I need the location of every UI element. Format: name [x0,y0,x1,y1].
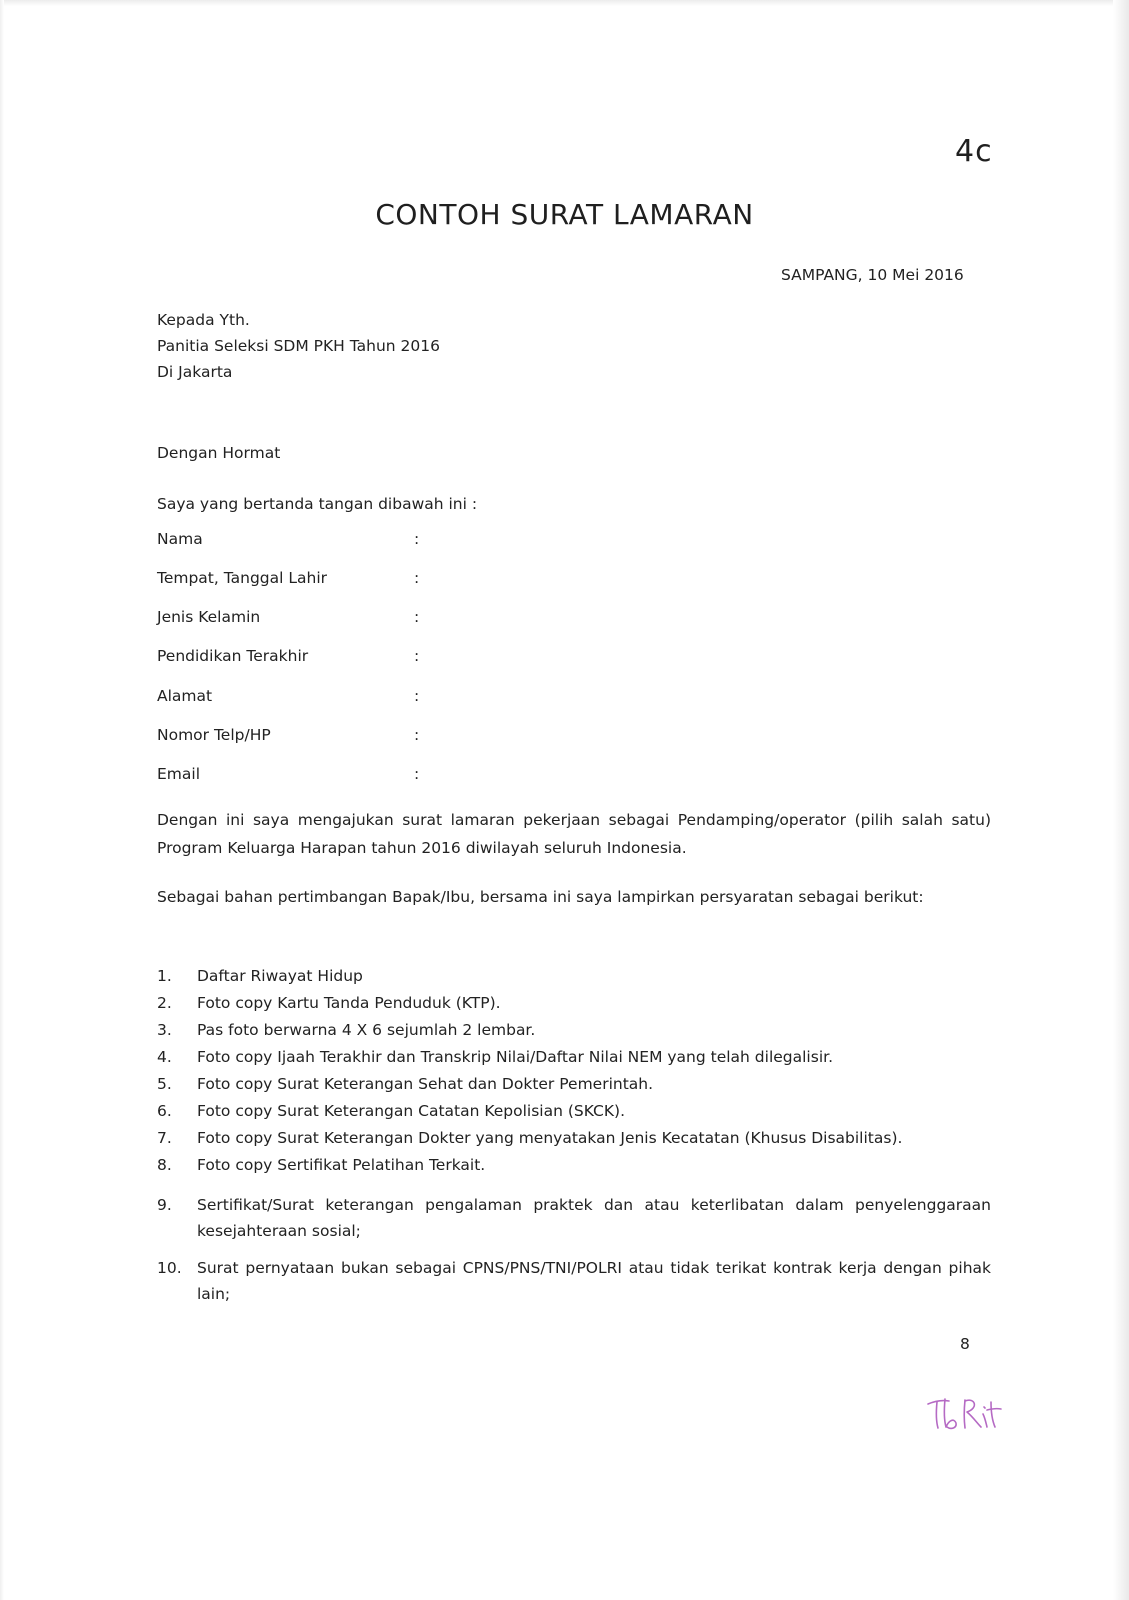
list-item [157,1255,991,1307]
field-row-nama [157,530,457,555]
list-text: Foto copy Ijaah Terakhir dan Transkrip Nilai/Daftar Nilai NEM yang telah dilegalisir. [197,1048,833,1066]
list-number: 2. [157,994,172,1012]
field-colon: : [414,647,420,665]
field-row-jenis-kelamin [157,608,457,633]
list-number: 6. [157,1102,172,1120]
field-colon: : [414,687,420,705]
field-label: Nomor Telp/HP [157,726,271,744]
list-number: 3. [157,1021,172,1039]
handwritten-initials-mark [925,1390,1005,1435]
list-text: Foto copy Surat Keterangan Dokter yang menyatakan Jenis Kecatatan (Khusus Disabilitas). [197,1129,903,1147]
place-date: SAMPANG, 10 Mei 2016 [781,266,964,284]
form-code: 4c [955,134,993,169]
scan-edge-left [0,0,4,1600]
field-label: Tempat, Tanggal Lahir [157,569,328,587]
addressee-line-3: Di Jakarta [157,363,233,381]
field-label: Email [157,765,201,783]
list-item [157,990,991,1016]
paragraph-application: Dengan ini saya mengajukan surat lamaran pekerjaan sebagai Pendamping/operator (pilih salah satu) Program Keluarga Harapan tahun 2016 diwilayah seluruh Indonesia. [157,811,991,857]
list-number: 7. [157,1129,172,1147]
scan-edge-right [1113,0,1129,1600]
page-title: CONTOH SURAT LAMARAN [375,198,754,231]
list-text: Surat pernyataan bukan sebagai CPNS/PNS/TNI/POLRI atau tidak terikat kontrak kerja dengan pihak lain; [197,1259,991,1303]
scan-edge-top [0,0,1129,6]
handwritten-initials [925,1390,1005,1435]
list-number: 10. [157,1259,182,1277]
list-text: Daftar Riwayat Hidup [197,967,363,985]
list-item [157,1071,991,1097]
field-label: Jenis Kelamin [157,608,261,626]
list-item [157,1125,991,1151]
list-number: 4. [157,1048,172,1066]
paragraph-attachments: Sebagai bahan pertimbangan Bapak/Ibu, bersama ini saya lampirkan persyaratan sebagai berikut: [157,888,924,906]
list-text: Foto copy Surat Keterangan Catatan Kepolisian (SKCK). [197,1102,626,1120]
list-number: 5. [157,1075,172,1093]
greeting: Dengan Hormat [157,444,281,462]
list-text: Pas foto berwarna 4 X 6 sejumlah 2 lembar. [197,1021,536,1039]
list-text: Foto copy Sertifikat Pelatihan Terkait. [197,1156,486,1174]
field-colon: : [414,726,420,744]
list-text: Sertifikat/Surat keterangan pengalaman praktek dan atau keterlibatan dalam penyelenggaraan kesejahteraan sosial; [197,1196,991,1240]
field-row-pendidikan-terakhir [157,647,457,672]
list-item [157,1098,991,1124]
list-item [157,1192,991,1244]
list-number: 1. [157,967,172,985]
field-colon: : [414,530,420,548]
field-label: Nama [157,530,203,548]
addressee-line-2: Panitia Seleksi SDM PKH Tahun 2016 [157,337,441,355]
list-item [157,1152,991,1178]
field-row-tempat-tanggal-lahir [157,569,457,594]
field-label: Alamat [157,687,213,705]
list-item [157,1017,991,1043]
list-number: 9. [157,1196,172,1214]
page-number: 8 [960,1335,970,1353]
field-row-nomor-telp [157,726,457,751]
field-colon: : [414,569,420,587]
field-label: Pendidikan Terakhir [157,647,309,665]
addressee-line-1: Kepada Yth. [157,311,250,329]
list-item [157,963,991,989]
list-text: Foto copy Kartu Tanda Penduduk (KTP). [197,994,501,1012]
list-item [157,1044,991,1070]
intro-line: Saya yang bertanda tangan dibawah ini : [157,495,478,513]
field-colon: : [414,608,420,626]
field-colon: : [414,765,420,783]
list-number: 8. [157,1156,172,1174]
field-row-email [157,765,457,790]
field-row-alamat [157,687,457,712]
list-text: Foto copy Surat Keterangan Sehat dan Dokter Pemerintah. [197,1075,654,1093]
